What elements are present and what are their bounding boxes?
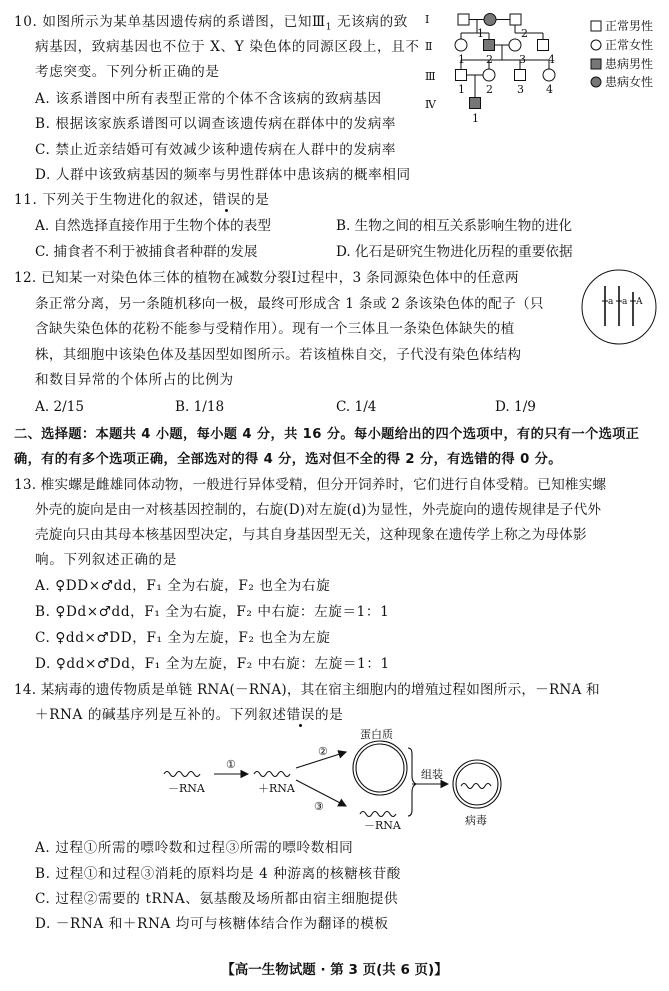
label-minus-rna-2: －RNA: [364, 819, 401, 832]
q13-option-c: C. ♀dd×♂DD，F₁ 全为左旋，F₂ 也全为左旋: [35, 630, 331, 646]
label-process-2: ②: [318, 745, 328, 758]
section2-line-2: 确，有的有多个选项正确，全部选对的得 4 分，选对但不全的得 2 分，有选错的得 0 分。: [14, 452, 562, 467]
section2-line-1: 二、选择题：本题共 4 小题，每小题 4 分，共 16 分。每小题给出的四个选项中，有的只有一个选项正: [14, 427, 640, 442]
label-assembly: 组装: [421, 768, 443, 781]
q10-option-a: A. 该系谱图中所有表型正常的个体不含该病的致病基因: [35, 91, 382, 107]
q13-line-2: 外壳的旋向是由一对核基因控制的，右旋(D)对左旋(d)为显性，外壳旋向的遗传规律是子代外: [35, 502, 602, 518]
minus-rna-wave-1: [164, 772, 200, 777]
q12-option-b: B. 1/18: [175, 399, 225, 415]
gene-label-1: a: [608, 297, 614, 307]
q10-option-c: C. 禁止近亲结婚可有效减少该种遗传病在人群中的发病率: [35, 142, 397, 158]
q12-line-5: 和数目异常的个体所占的比例为: [35, 372, 234, 388]
pedigree-gen-I: Ⅰ: [425, 13, 430, 26]
pedigree-num-II-1: 1: [458, 53, 465, 66]
legend-affected-male: 患病男性: [605, 57, 654, 71]
q14-option-b: B. 过程①和过程③消耗的原料均是 4 种游离的核糖核苷酸: [35, 866, 401, 882]
pedigree-num-I-1: 1: [477, 27, 484, 40]
pedigree-chart: [425, 8, 669, 128]
q10-line-1: 10. 如图所示为某单基因遗传病的系谱图，已知$Ⅲ_1$ 无该病的致: [14, 14, 408, 33]
plus-rna-wave: [254, 772, 290, 777]
pedigree-num-III-2: 2: [486, 83, 493, 96]
legend-normal-female-icon: [591, 40, 601, 50]
legend-affected-female-icon: [591, 77, 601, 87]
q13-line-4: 响。下列叙述正确的是: [35, 552, 177, 568]
minus-rna-wave-2: [360, 812, 396, 817]
pedigree-gen-III: Ⅲ: [425, 70, 436, 83]
q13-option-d: D. ♀dd×♂Dd，F₁ 全为左旋，F₂ 中右旋：左旋＝1：1: [35, 656, 390, 672]
q10-line-2: 病基因，致病基因也不位于 X、Y 染色体的同源区段上，且不: [35, 39, 420, 55]
label-minus-rna-1: －RNA: [168, 782, 205, 795]
gene-label-3: A: [636, 297, 643, 307]
pedigree-IV-1-affected-male: [470, 98, 481, 109]
q10-option-b: B. 根据该家族系谱图可以调查该遗传病在群体中的发病率: [35, 116, 397, 132]
q12-option-a: A. 2/15: [35, 399, 84, 415]
pedigree-num-II-3: 3: [519, 53, 526, 66]
q14-line-2: ＋RNA 的碱基序列是互补的。下列叙述错误的是: [35, 707, 344, 723]
pedigree-II-2-affected-male: [484, 40, 495, 51]
pedigree-I-2-affected-female: [484, 14, 496, 26]
q14-option-c: C. 过程②需要的 tRNA、氨基酸及场所都由宿主细胞提供: [35, 891, 399, 907]
q10-option-d: D. 人群中该致病基因的频率与男性群体中患该病的概率相同: [35, 167, 411, 183]
q12-option-c: C. 1/4: [336, 399, 377, 415]
pedigree-num-II-2: 2: [486, 53, 493, 66]
q11-emphasis: 错误: [212, 192, 242, 208]
label-protein: 蛋白质: [360, 728, 393, 741]
page-footer: 【高一生物试题 · 第 3 页(共 6 页)】: [221, 962, 448, 978]
q13-line-1: 13. 椎实螺是雌雄同体动物，一般进行异体受精，但分开饲养时，它们进行自体受精。已知椎实螺: [14, 477, 607, 493]
pedigree-num-II-4: 4: [548, 53, 555, 66]
legend-affected-female: 患病女性: [605, 75, 654, 89]
pedigree-II-4-normal-male: [538, 40, 549, 51]
pedigree-II-3-normal-female: [509, 39, 521, 51]
q12-line-2: 条正常分离，另一条随机移向一极，最终可形成含 1 条或 2 条该染色体的配子（只: [35, 296, 544, 312]
q11-option-c: C. 捕食者不利于被捕食者种群的发展: [35, 244, 258, 260]
q11-option-b: B. 生物之间的相互关系影响生物的进化: [336, 218, 573, 234]
q12-option-d: D. 1/9: [495, 399, 536, 415]
q14-emphasis: 错误: [286, 707, 315, 723]
pedigree-III-4-normal-female: [543, 69, 555, 81]
pedigree-num-III-3: 3: [517, 83, 524, 96]
protein-outer-circle: [353, 741, 407, 795]
legend-normal-female: 正常女性: [605, 38, 654, 52]
q12-line-3: 含缺失染色体的花粉不能参与受精作用）。现有一个三体且一条染色体缺失的植: [35, 321, 515, 337]
pedigree-II-1-normal-female: [455, 39, 467, 51]
pedigree-gen-II: Ⅱ: [425, 40, 433, 53]
label-plus-rna: ＋RNA: [258, 782, 295, 795]
pedigree-III-1-normal-male: [456, 70, 467, 81]
q13-line-3: 壳旋向只由其母本核基因型决定，与其自身基因型无关，这种现象在遗传学上称之为母体影: [35, 527, 587, 543]
q11-option-d: D. 化石是研究生物进化历程的重要依据: [336, 244, 573, 260]
q14-line-1: 14. 某病毒的遗传物质是单链 RNA(－RNA)，其在宿主细胞内的增殖过程如图所示，－RNA 和: [14, 682, 600, 698]
pedigree-I-1-normal-male: [458, 14, 469, 25]
legend-normal-male: 正常男性: [605, 19, 654, 33]
q13-option-a: A. ♀DD×♂dd，F₁ 全为右旋，F₂ 也全为右旋: [35, 578, 331, 594]
protein-inner-circle: [356, 744, 404, 792]
gene-label-2: a: [622, 297, 628, 307]
q11-option-a: A. 自然选择直接作用于生物个体的表型: [35, 218, 271, 234]
q14-option-a: A. 过程①所需的嘌呤数和过程③所需的嘌呤数相同: [35, 840, 354, 856]
pedigree-num-III-4: 4: [546, 83, 553, 96]
q10-line-3: 考虑突变。下列分析正确的是: [35, 64, 220, 80]
pedigree-III-2-normal-female: [483, 69, 495, 81]
pedigree-I-3-normal-male: [510, 14, 521, 25]
legend-affected-male-icon: [591, 59, 601, 69]
q12-line-4: 株，其细胞中该染色体及基因型如图所示。若该植株自交，子代没有染色体结构: [35, 347, 522, 363]
label-process-1: ①: [226, 758, 236, 771]
legend-normal-male-icon: [591, 21, 601, 31]
chromosome-cell-figure: [578, 266, 660, 348]
q14-option-d: D. －RNA 和＋RNA 均可与核糖体结合作为翻译的模板: [35, 916, 389, 932]
q12-line-1: 12. 已知某一对染色体三体的植物在减数分裂Ⅰ过程中，3 条同源染色体中的任意两: [14, 270, 519, 286]
pedigree-III-3-normal-male: [515, 70, 526, 81]
pedigree-gen-IV: Ⅳ: [425, 98, 436, 111]
label-virus: 病毒: [465, 814, 487, 827]
pedigree-num-IV-1: 1: [472, 112, 479, 125]
q11-stem: 11. 下列关于生物进化的叙述，错误的是: [14, 192, 270, 208]
assembly-brace: [408, 748, 416, 816]
label-process-3: ③: [314, 800, 324, 813]
virus-rna-wave: [461, 784, 491, 789]
pedigree-num-III-1: 1: [458, 83, 465, 96]
q13-option-b: B. ♀Dd×♂dd，F₁ 全为右旋，F₂ 中右旋：左旋＝1：1: [35, 604, 390, 620]
pedigree-num-I-2: 2: [521, 27, 528, 40]
virus-replication-figure: [150, 728, 520, 836]
